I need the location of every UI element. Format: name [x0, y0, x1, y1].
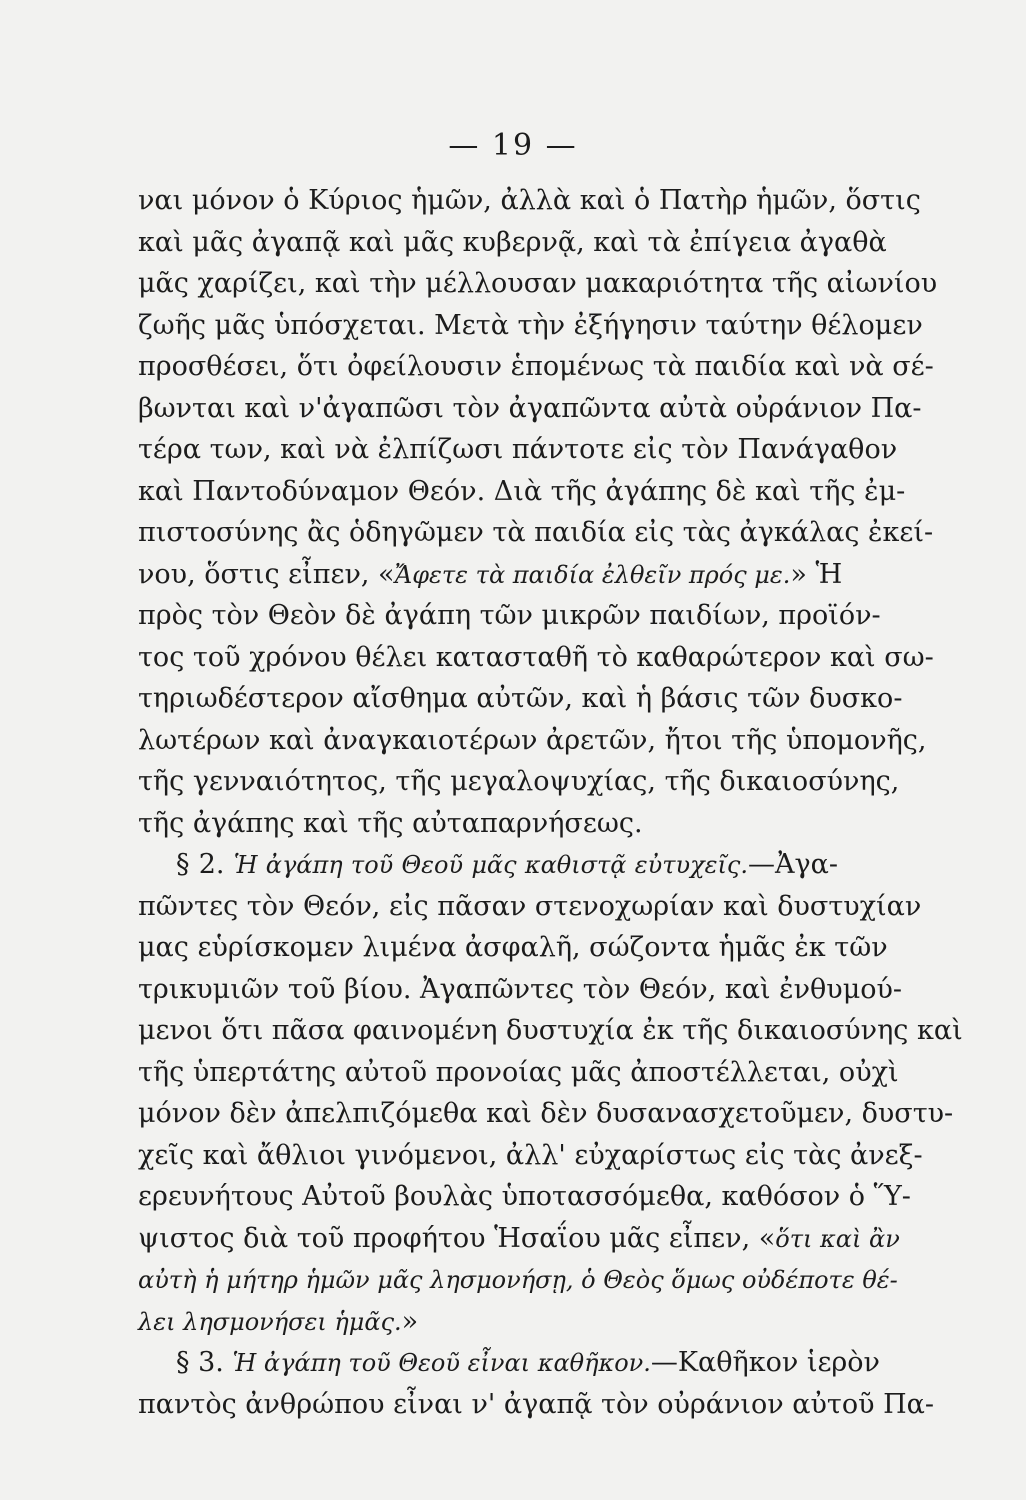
text-span: —Καθῆκον ἱερὸν: [650, 1347, 880, 1378]
italic-text: Ἡ ἀγάπη τοῦ Θεοῦ μᾶς καθιστᾷ εὐτυχεῖς.: [233, 851, 748, 879]
text-line: [138, 1342, 880, 1384]
text-line: [138, 720, 927, 762]
text-span: —Ἀγα-: [748, 849, 838, 880]
text-span: πρὸς τὸν Θεὸν δὲ ἀγάπη τῶν μικρῶν παιδίων, προϊόν-: [138, 600, 881, 631]
text-span: τῆς ἀγάπης καὶ τῆς αὐταπαρνήσεως.: [138, 807, 643, 839]
text-line: [138, 969, 903, 1011]
text-span: τος τοῦ χρόνου θέλει κατασταθῆ τὸ καθαρώτερον καὶ σω-: [138, 641, 934, 673]
italic-text: αὐτὴ ἡ μήτηρ ἡμῶν μᾶς λησμονήσῃ, ὁ Θεὸς ὅμως οὐδέποτε θέ-: [138, 1266, 898, 1294]
page-number: — 19 —: [448, 128, 578, 163]
text-line: [138, 678, 903, 720]
text-line: [138, 886, 922, 928]
text-line: [138, 222, 887, 264]
text-line: [138, 263, 938, 305]
text-line: [138, 388, 922, 430]
italic-text: ὅτι καὶ ἂν: [775, 1224, 900, 1253]
text-line: [138, 1301, 838, 1343]
text-line: [138, 429, 898, 471]
italic-text: λει λησμονήσει ἡμᾶς.: [138, 1307, 402, 1336]
italic-text: Ἡ ἀγάπη τοῦ Θεοῦ εἶναι καθῆκον.: [232, 1349, 651, 1377]
text-span: καὶ Παντοδύναμον Θεόν. Διὰ τῆς ἀγάπης δὲ καὶ τῆς ἐμ-: [138, 475, 906, 507]
text-line: [138, 1135, 923, 1177]
text-span: τῆς ὑπερτάτης αὐτοῦ προνοίας μᾶς ἀποστέλλεται, οὐχὶ: [138, 1056, 899, 1088]
text-span: προσθέσει, ὅτι ὀφείλουσιν ἑπομένως τὰ παιδία καὶ νὰ σέ-: [138, 351, 934, 382]
text-span: § 2.: [176, 849, 234, 880]
text-line: [138, 761, 900, 803]
text-line: [138, 637, 934, 679]
text-line: [138, 1010, 963, 1052]
text-line: [138, 1218, 900, 1260]
text-span: νου, ὅστις εἶπεν, «: [138, 558, 395, 590]
text-line: [138, 512, 934, 554]
text-line: [138, 1259, 898, 1301]
text-span: » Ἡ: [790, 558, 843, 590]
body-text: [138, 180, 963, 1425]
text-line: [138, 1176, 911, 1218]
text-line: [138, 803, 838, 845]
text-span: ναι μόνον ὁ Κύριος ἡμῶν, ἀλλὰ καὶ ὁ Πατὴρ ἡμῶν, ὅστις: [138, 185, 921, 216]
text-span: χεῖς καὶ ἄθλιοι γινόμενοι, ἀλλ' εὐχαρίστως εἰς τὰς ἀνεξ-: [138, 1139, 923, 1171]
text-line: [138, 471, 906, 513]
text-span: ψιστος διὰ τοῦ προφήτου Ἡσαΐου μᾶς εἶπεν, «: [138, 1222, 776, 1254]
text-line: [138, 1052, 899, 1094]
text-span: λωτέρων καὶ ἀναγκαιοτέρων ἀρετῶν, ἤτοι τῆς ὑπομονῆς,: [138, 724, 927, 756]
text-line: [138, 844, 838, 886]
text-span: μᾶς χαρίζει, καὶ τὴν μέλλουσαν μακαριότητα τῆς αἰωνίου: [138, 268, 938, 299]
text-span: § 3.: [176, 1347, 233, 1378]
text-line: [138, 346, 934, 388]
text-line: [138, 180, 921, 222]
text-line: [138, 554, 843, 596]
text-line: [138, 927, 888, 969]
text-span: ζωῆς μᾶς ὑπόσχεται. Μετὰ τὴν ἐξήγησιν ταύτην θέλομεν: [138, 309, 923, 341]
text-span: πῶντες τὸν Θεόν, εἰς πᾶσαν στενοχωρίαν καὶ δυστυχίαν: [138, 890, 922, 922]
text-span: μενοι ὅτι πᾶσα φαινομένη δυστυχία ἐκ τῆς δικαιοσύνης καὶ: [138, 1015, 963, 1046]
text-span: μας εὑρίσκομεν λιμένα ἀσφαλῆ, σώζοντα ἡμᾶς ἐκ τῶν: [138, 932, 888, 963]
text-span: ερευνήτους Αὐτοῦ βουλὰς ὑποτασσόμεθα, καθόσον ὁ Ὕ-: [138, 1181, 911, 1212]
text-span: τρικυμιῶν τοῦ βίου. Ἀγαπῶντες τὸν Θεόν, καὶ ἐνθυμού-: [138, 973, 903, 1005]
italic-text: Ἄφετε τὰ παιδία ἐλθεῖν πρός με.: [394, 560, 791, 589]
text-line: [138, 305, 923, 347]
text-span: »: [401, 1305, 419, 1337]
text-span: βωνται καὶ ν'ἀγαπῶσι τὸν ἀγαπῶντα αὐτὰ οὐράνιον Πα-: [138, 392, 922, 424]
text-line: [138, 1384, 934, 1426]
text-span: τέρα των, καὶ νὰ ἐλπίζωσι πάντοτε εἰς τὸν Πανάγαθον: [138, 434, 898, 465]
text-line: [138, 595, 881, 637]
text-span: μόνον δὲν ἀπελπιζόμεθα καὶ δὲν δυσανασχετοῦμεν, δυστυ-: [138, 1098, 954, 1129]
text-line: [138, 1093, 954, 1135]
text-span: τηριωδέστερον αἴσθημα αὐτῶν, καὶ ἡ βάσις τῶν δυσκο-: [138, 683, 903, 714]
text-span: παντὸς ἀνθρώπου εἶναι ν' ἀγαπᾷ τὸν οὐράνιον αὐτοῦ Πα-: [138, 1388, 934, 1420]
text-span: τῆς γενναιότητος, τῆς μεγαλοψυχίας, τῆς δικαιοσύνης,: [138, 766, 900, 797]
text-span: καὶ μᾶς ἀγαπᾷ καὶ μᾶς κυβερνᾷ, καὶ τὰ ἐπίγεια ἀγαθὰ: [138, 226, 887, 258]
text-span: πιστοσύνης ἂς ὁδηγῶμεν τὰ παιδία εἰς τὰς ἀγκάλας ἐκεί-: [138, 517, 934, 548]
